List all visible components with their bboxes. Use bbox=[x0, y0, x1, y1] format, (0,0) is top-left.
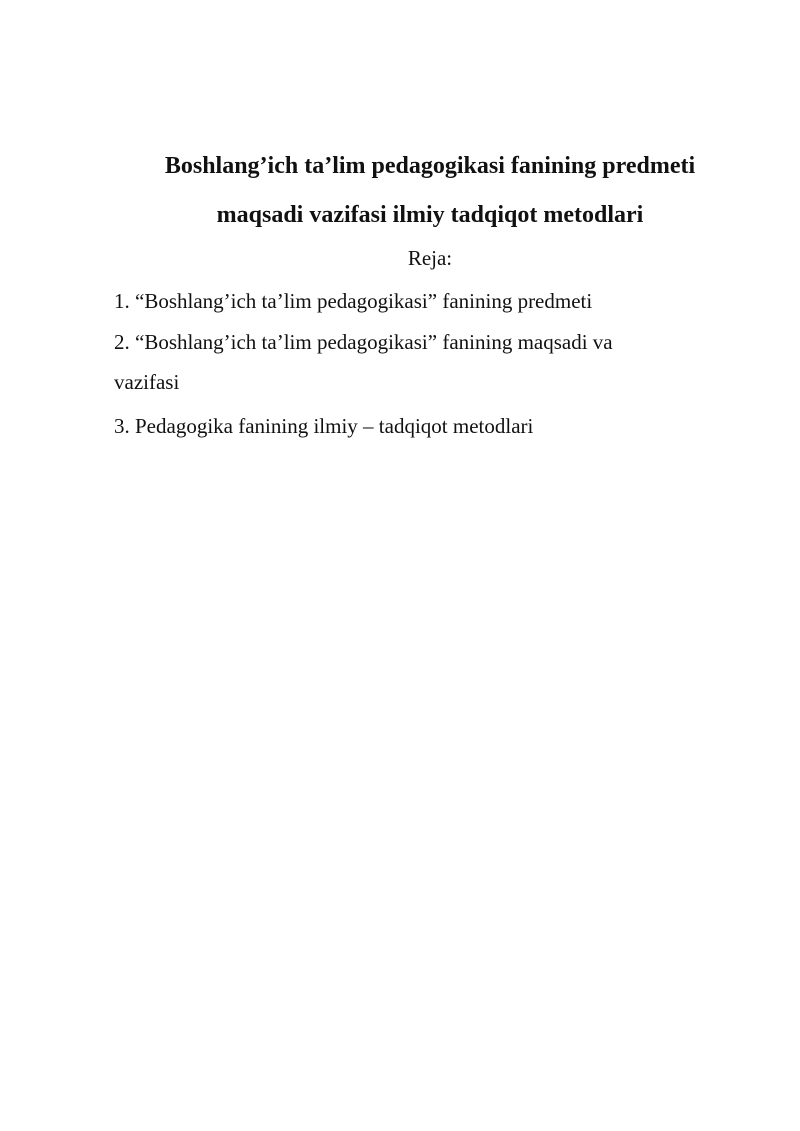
plan-heading: Reja: bbox=[407, 246, 453, 270]
document-title-line-1: Boshlang’ich ta’lim pedagogikasi fanining predmeti bbox=[164, 153, 696, 179]
plan-item-1: 1. “Boshlang’ich ta’lim pedagogikasi” fanining predmeti bbox=[114, 289, 593, 313]
plan-item-2: 2. “Boshlang’ich ta’lim pedagogikasi” fanining maqsadi va bbox=[114, 330, 613, 354]
plan-item-2-continuation: vazifasi bbox=[114, 370, 180, 394]
document-title-line-2: maqsadi vazifasi ilmiy tadqiqot metodlari bbox=[216, 202, 644, 228]
plan-item-3: 3. Pedagogika fanining ilmiy – tadqiqot metodlari bbox=[114, 414, 534, 438]
